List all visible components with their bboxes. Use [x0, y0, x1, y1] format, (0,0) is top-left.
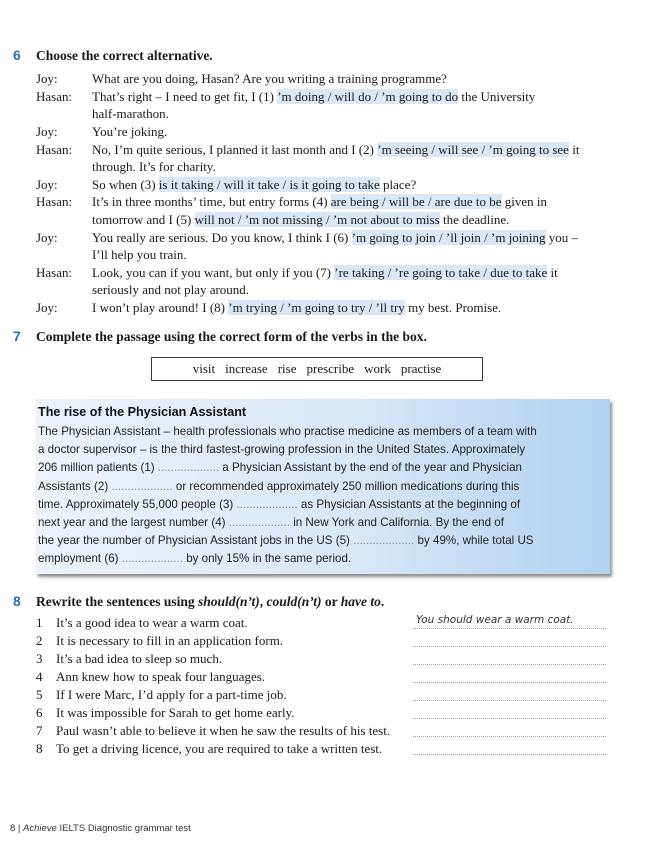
passage-text: or recommended approximately 250 million medications during this: [172, 479, 520, 493]
item-number: 6: [36, 705, 43, 720]
item-number: 8: [36, 741, 43, 756]
passage-text: employment (6): [38, 552, 122, 566]
dialogue-line: [92, 211, 607, 229]
dialogue-text: given in: [501, 194, 548, 209]
dialogue-text: half-marathon.: [92, 106, 169, 121]
dialogue-line: [92, 176, 607, 194]
passage-text: a Physician Assistant by the end of the year and Physician: [219, 461, 522, 475]
answer-choices[interactable]: ’m going to join / ’ll join / ’m joining: [351, 230, 546, 245]
answer-line[interactable]: [413, 645, 606, 647]
dialogue-line: [92, 193, 607, 211]
dialogue-text: I’ll help you train.: [92, 247, 187, 262]
passage-text: by 49%, while total US: [414, 534, 534, 548]
answer-choices[interactable]: are being / will be / are due to be: [330, 194, 502, 209]
dialogue-line: [92, 299, 607, 317]
dialogue-text: Look, you can if you want, but only if you (7): [92, 265, 335, 280]
dialogue-line: [92, 70, 607, 88]
dialogue-text: You’re joking.: [92, 124, 168, 139]
verb-option: practise: [400, 361, 442, 376]
dialogue-text: the deadline.: [439, 212, 510, 227]
item-sentence: It’s a good idea to wear a warm coat.: [56, 615, 248, 630]
passage-line: [38, 550, 612, 567]
passage-text: time. Approximately 55,000 people (3): [38, 497, 237, 511]
page-footer: [10, 823, 191, 834]
dialogue-text: my best. Promise.: [404, 300, 502, 315]
passage-text: next year and the largest number (4): [38, 516, 229, 529]
dialogue-text: you –: [545, 230, 579, 245]
dialogue-text: it: [547, 265, 558, 280]
passage-line: [38, 423, 612, 440]
answer-choices[interactable]: will not / ’m not missing / ’m not about to miss: [194, 212, 440, 227]
answer-line[interactable]: [413, 627, 606, 629]
dialogue-speaker: Hasan:: [36, 194, 73, 209]
dialogue-text: tomorrow and I (5): [92, 212, 195, 227]
answer-blank[interactable]: ...................: [353, 534, 415, 548]
title-segment: have to: [340, 594, 381, 609]
answer-blank[interactable]: ...................: [111, 479, 173, 493]
exercise-7-number: 7: [13, 328, 21, 344]
dialogue-line: [92, 88, 607, 106]
exercise-6-number: 6: [13, 47, 21, 63]
passage-line: [38, 514, 612, 531]
dialogue-line: [92, 281, 607, 299]
dialogue-text: the University: [458, 89, 536, 104]
item-number: 7: [36, 723, 43, 738]
answer-blank[interactable]: ...................: [157, 461, 220, 475]
item-number: 2: [36, 633, 43, 648]
passage-text: a doctor supervisor – is the third fastest-growing profession in the United States. Approximately: [38, 443, 526, 457]
item-sentence: If I were Marc, I’d apply for a part-time job.: [56, 687, 287, 702]
item-number: 5: [36, 687, 43, 702]
verb-box: [151, 357, 483, 381]
passage-text: the year the number of Physician Assistant jobs in the US (5): [38, 534, 354, 548]
exercise-7-title: Complete the passage using the correct form of the verbs in the box.: [36, 329, 427, 344]
passage-line: [38, 496, 612, 513]
dialogue-line: [92, 105, 607, 123]
dialogue-speaker: Joy:: [36, 124, 58, 139]
dialogue-text: seriously and not play around.: [92, 282, 250, 297]
dialogue-speaker: Joy:: [36, 177, 58, 192]
dialogue-speaker: Hasan:: [36, 265, 73, 280]
title-segment: or: [321, 594, 341, 609]
answer-blank[interactable]: ...................: [121, 552, 183, 566]
exercise-6-title: Choose the correct alternative.: [36, 48, 213, 63]
verb-option: visit: [192, 361, 216, 376]
dialogue-text: So when (3): [92, 177, 159, 192]
example-answer: You should wear a warm coat.: [416, 614, 574, 626]
dialogue-speaker: Joy:: [36, 300, 58, 315]
item-sentence: Paul wasn’t able to believe it when he saw the results of his test.: [56, 723, 391, 738]
dialogue-text: I won’t play around! I (8): [92, 300, 229, 315]
item-sentence: It was impossible for Sarah to get home early.: [56, 705, 295, 720]
answer-line[interactable]: [413, 717, 606, 719]
item-sentence: It is necessary to fill in an application form.: [56, 633, 284, 648]
dialogue-speaker: Hasan:: [36, 89, 73, 104]
passage-title: The rise of the Physician Assistant: [38, 405, 247, 419]
answer-choices[interactable]: ’m trying / ’m going to try / ’ll try: [228, 300, 405, 315]
dialogue-speaker: Hasan:: [36, 142, 73, 157]
title-segment: .: [380, 594, 385, 609]
dialogue-speaker: Joy:: [36, 71, 58, 86]
dialogue-line: [92, 264, 607, 282]
passage-text: The Physician Assistant – health professionals who practise medicine as members of a team with: [38, 425, 537, 438]
answer-blank[interactable]: ...................: [228, 516, 290, 529]
passage-text: as Physician Assistants at the beginning of: [297, 497, 521, 511]
passage-line: [38, 459, 612, 476]
item-number: 3: [36, 651, 43, 666]
answer-line[interactable]: [413, 735, 606, 737]
answer-blank[interactable]: ...................: [236, 497, 298, 511]
item-number: 4: [36, 669, 43, 684]
exercise-8-title: [36, 594, 384, 610]
dialogue-text: What are you doing, Hasan? Are you writing a training programme?: [92, 71, 447, 86]
answer-choices[interactable]: ’m seeing / will see / ’m going to see: [377, 142, 569, 157]
dialogue-text: it: [568, 142, 580, 157]
dialogue-text: place?: [379, 177, 417, 192]
answer-line[interactable]: [413, 663, 606, 665]
passage-text: Assistants (2): [38, 479, 112, 493]
dialogue-text: You really are serious. Do you know, I think I (6): [92, 230, 352, 245]
dialogue-line: [92, 158, 607, 176]
title-segment: could(n’t): [266, 594, 322, 609]
answer-choices[interactable]: ’re taking / ’re going to take / due to take: [334, 265, 548, 280]
passage-text: 206 million patients (1): [38, 461, 158, 475]
dialogue-text: It’s in three months’ time, but entry forms (4): [92, 194, 331, 209]
passage-line: [38, 441, 612, 458]
dialogue-text: That’s right – I need to get fit, I (1): [92, 89, 278, 104]
item-number: 1: [36, 615, 43, 630]
title-segment: should(n’t): [197, 594, 260, 609]
passage-line: [38, 532, 612, 549]
exercise-8-number: 8: [13, 593, 21, 609]
item-sentence: To get a driving licence, you are required to take a written test.: [56, 741, 383, 756]
answer-line[interactable]: [413, 681, 606, 683]
item-sentence: It’s a bad idea to sleep so much.: [56, 651, 223, 666]
passage-line: [38, 478, 612, 495]
answer-line[interactable]: [413, 753, 606, 755]
page-number: 8 |: [10, 823, 24, 834]
physician-assistant-passage: [36, 399, 610, 574]
answer-line[interactable]: [413, 699, 606, 701]
dialogue-line: [92, 141, 607, 159]
book-title: Achieve: [23, 823, 57, 834]
item-sentence: Ann knew how to speak four languages.: [56, 669, 266, 684]
verb-option: work: [364, 361, 391, 376]
answer-choices[interactable]: ’m doing / will do / ’m going to do: [277, 89, 459, 104]
dialogue-line: [92, 246, 607, 264]
dialogue-speaker: Joy:: [36, 230, 58, 245]
title-segment: Rewrite the sentences using: [36, 594, 198, 609]
dialogue-line: [92, 229, 607, 247]
verb-option: prescribe: [306, 361, 355, 376]
title-segment: ,: [259, 594, 267, 609]
footer-subtitle: IELTS Diagnostic grammar test: [56, 823, 191, 834]
dialogue-line: [92, 123, 607, 141]
answer-choices[interactable]: is it taking / will it take / is it going to take: [158, 177, 380, 192]
verb-option: increase: [225, 361, 268, 376]
verb-option: rise: [277, 361, 297, 376]
passage-text: in New York and California. By the end of: [289, 516, 504, 529]
passage-text: by only 15% in the same period.: [182, 552, 352, 566]
dialogue-text: No, I’m quite serious, I planned it last month and I (2): [92, 142, 378, 157]
dialogue-text: through. It’s for charity.: [92, 159, 216, 174]
